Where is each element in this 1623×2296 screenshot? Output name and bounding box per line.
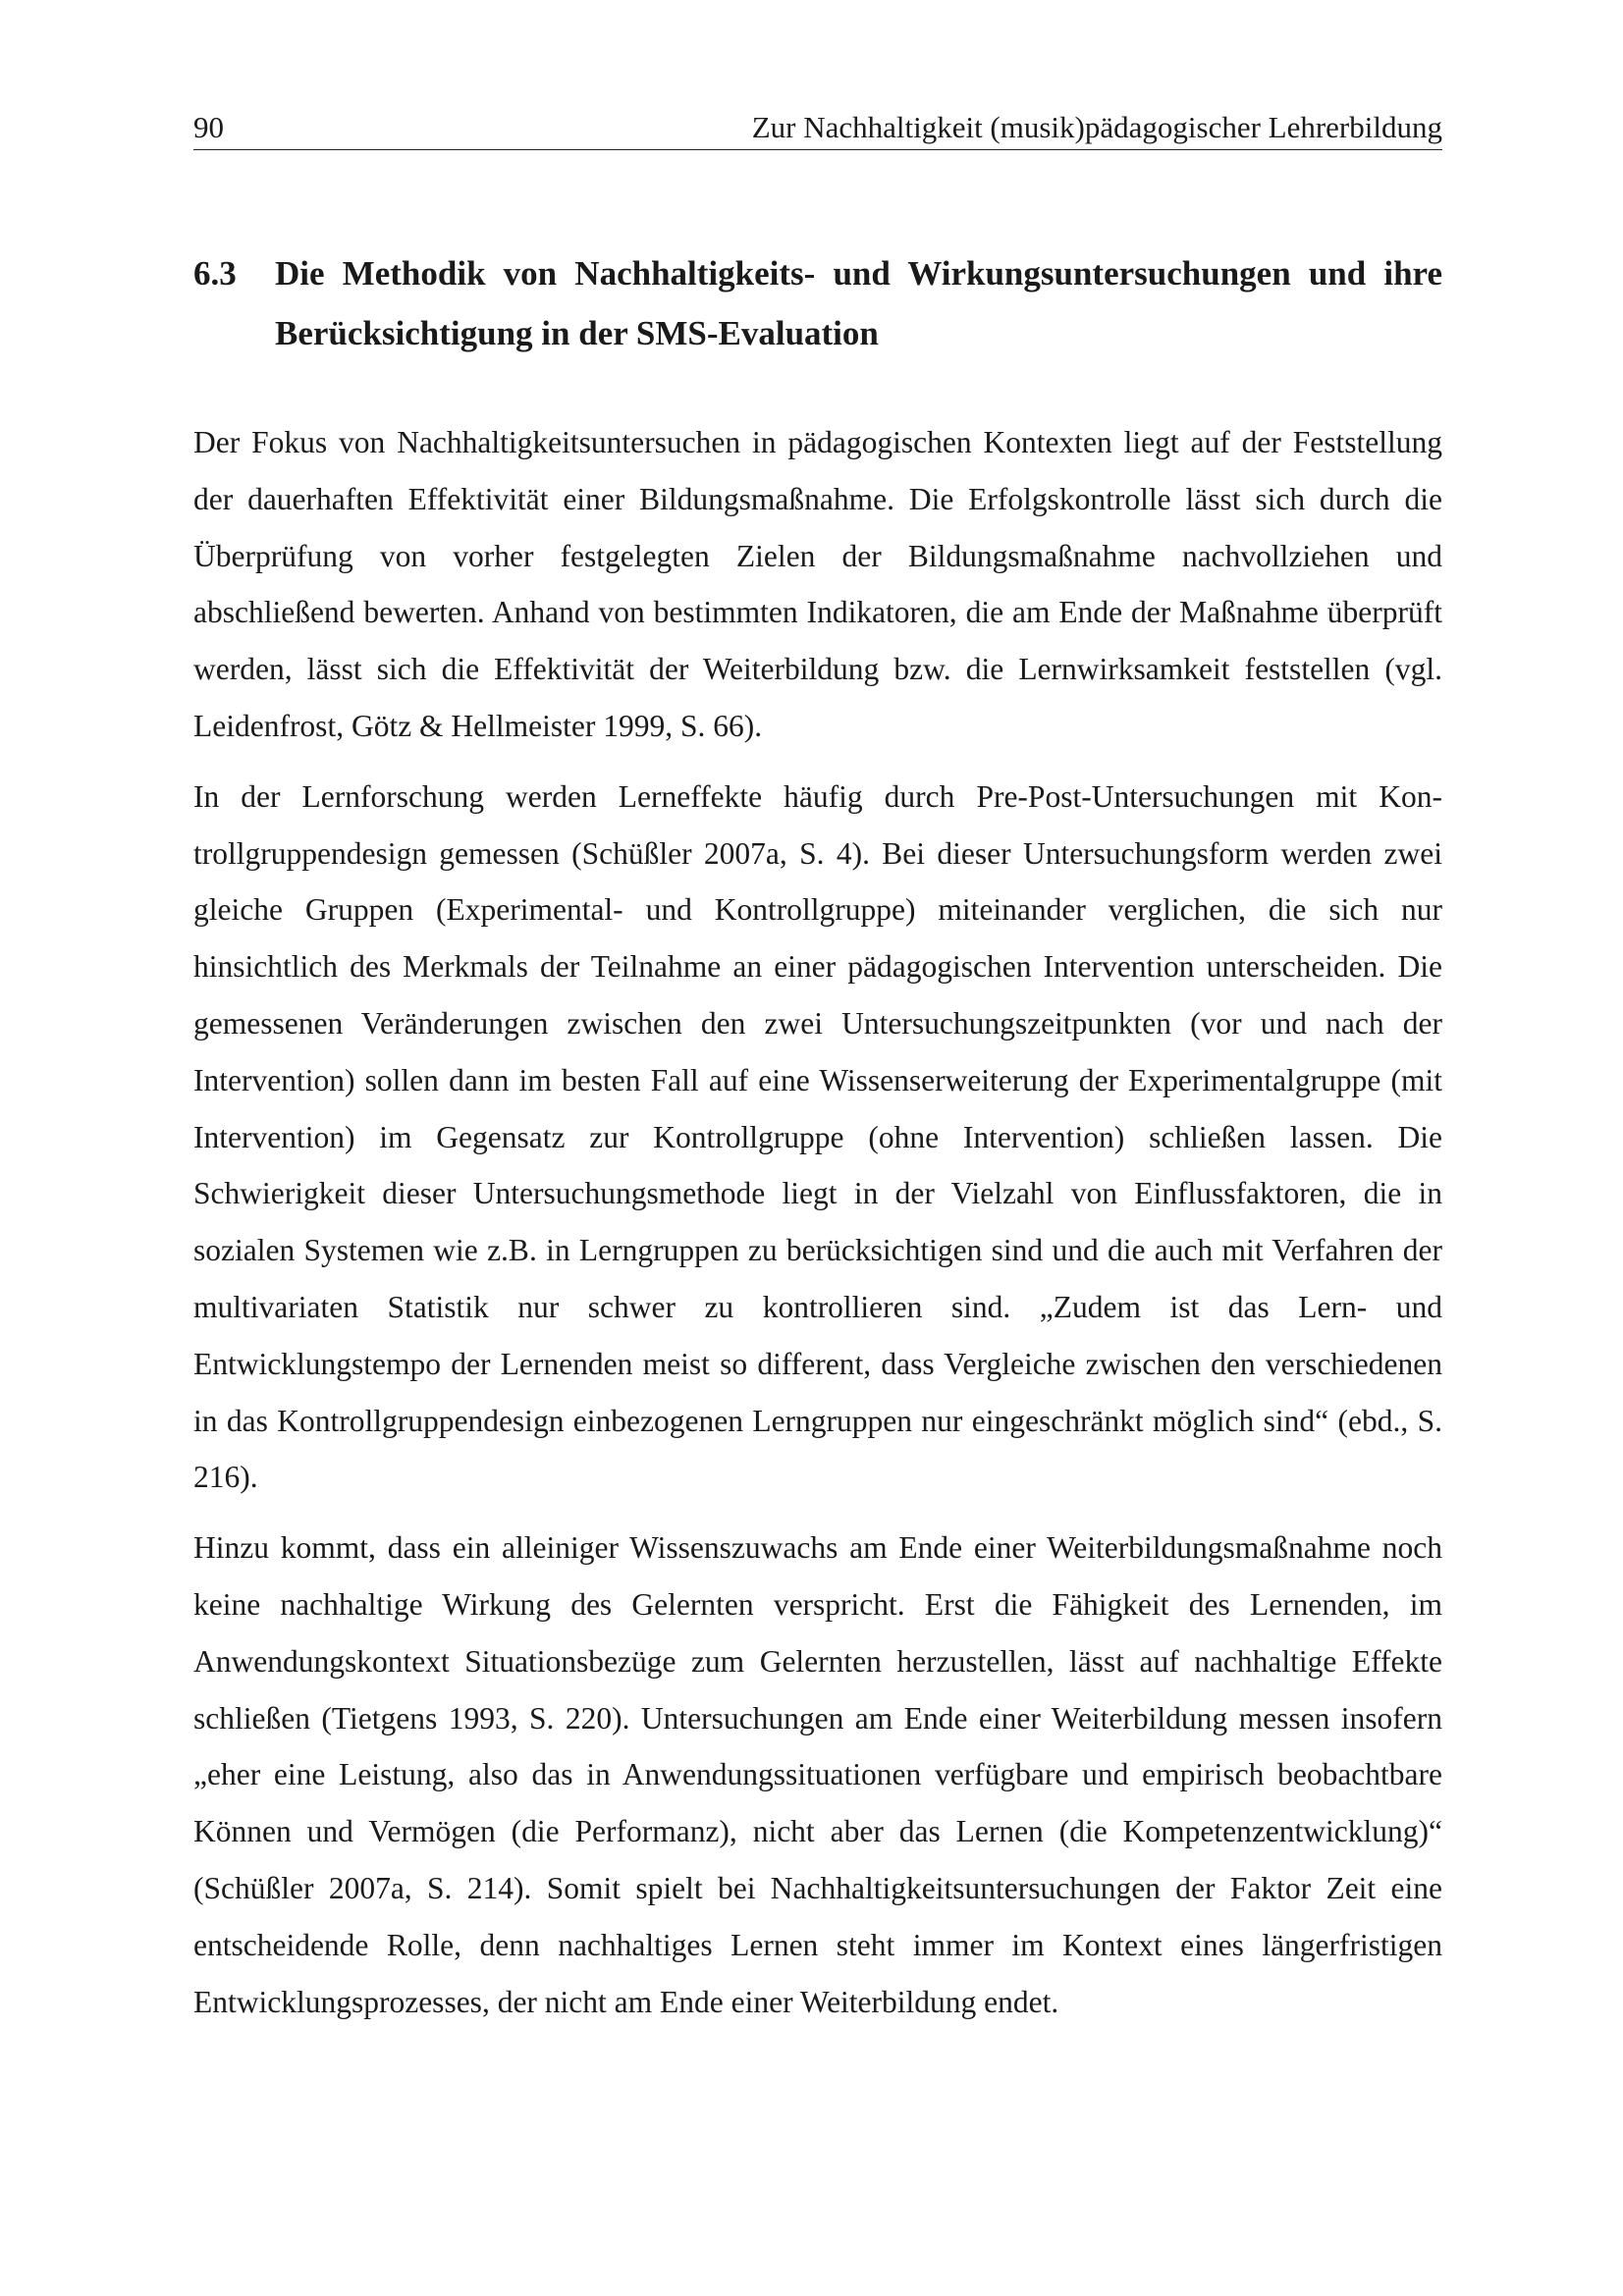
running-title: Zur Nachhaltigkeit (musik)pädagogischer Lehrerbildung <box>751 110 1442 144</box>
body-text <box>193 414 1442 2044</box>
paragraph-1: Der Fokus von Nachhaltigkeitsuntersuchen in pädagogischen Kontexten liegt auf der Feststellung der dauerhaften Effektivität einer Bildungsmaßnahme. Die Erfolgskontrolle lässt sich durch die Überprüfung von vorher festgelegten Zielen der Bildungsmaßnahme nachvollziehen und abschließend bewerten. Anhand von bestimmten Indikatoren, die am Ende der Maßnahme überprüft werden, lässt sich die Effektivität der Weiterbildung bzw. die Lernwirksamkeit feststellen (vgl. Leidenfrost, Götz & Hellmeister 1999, S. 66). <box>193 425 1442 743</box>
section-number: 6.3 <box>193 254 237 293</box>
section-title: Die Methodik von Nachhaltigkeits- und Wirkungsuntersuchungen und ihre Berücksichtigung in der SMS-Evaluation <box>275 254 1442 352</box>
page-number: 90 <box>193 110 224 144</box>
document-page <box>193 0 1442 2296</box>
running-header <box>193 106 1442 150</box>
paragraph-3: Hinzu kommt, dass ein alleiniger Wissenszuwachs am Ende einer Weiterbildungsmaßnahme noch keine nachhaltige Wirkung des Gelernten verspricht. Erst die Fähigkeit des Lernenden, im Anwendungskontext Situationsbezüge zum Gelernten herzustellen, lässt auf nachhaltige Effekte schließen (Tietgens 1993, S. 220). Untersuchungen am Ende einer Weiterbildung messen insofern „eher eine Leistung, also das in Anwendungssituationen verfügbare und empirisch beobachtbare Können und Vermögen (die Performanz), nicht aber das Lernen (die Kompetenzentwicklung)“ (Schüßler 2007a, S. 214). Somit spielt bei Nachhaltigkeitsuntersuchungen der Faktor Zeit eine entscheidende Rolle, denn nachhaltiges Lernen steht immer im Kontext eines längerfristigen Entwicklungsprozesses, der nicht am Ende einer Weiterbildung endet. <box>193 1530 1442 2019</box>
paragraph-2: In der Lernforschung werden Lerneffekte häufig durch Pre-Post-Untersuchungen mit Kontrollgruppendesign gemessen (Schüßler 2007a, S. 4). Bei dieser Untersuchungsform werden zwei gleiche Gruppen (Experimental- und Kontrollgruppe) miteinander verglichen, die sich nur hinsichtlich des Merkmals der Teilnahme an einer pädagogischen Intervention unterscheiden. Die gemessenen Veränderungen zwischen den zwei Untersuchungszeitpunkten (vor und nach der Intervention) sollen dann im besten Fall auf eine Wissenserweiterung der Experimentalgruppe (mit Intervention) im Gegensatz zur Kontrollgruppe (ohne Intervention) schließen lassen. Die Schwierigkeit dieser Untersuchungsmethode liegt in der Vielzahl von Einflussfaktoren, die in sozialen Systemen wie z.B. in Lerngruppen zu berücksichtigen sind und die auch mit Verfahren der multivariaten Statistik nur schwer zu kontrollieren sind. „Zudem ist das Lern- und Entwicklungstempo der Lernenden meist so different, dass Vergleiche zwischen den verschiedenen in das Kontrollgruppendesign einbezogenen Lerngruppen nur eingeschränkt möglich sind“ (ebd., S. 216). <box>193 778 1442 1495</box>
section-heading <box>193 243 1442 363</box>
